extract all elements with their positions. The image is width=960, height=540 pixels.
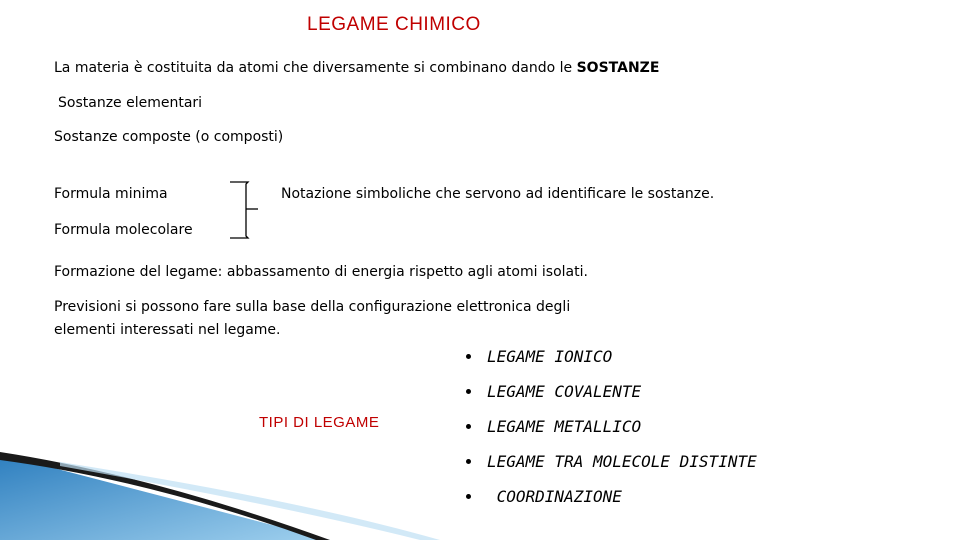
intro-bold-sostanze: SOSTANZE <box>576 60 660 76</box>
notazione-text: Notazione simboliche che servono ad identificare le sostanze. <box>281 186 715 202</box>
legame-label: COORDINAZIONE <box>487 486 622 506</box>
formula-molecolare: Formula molecolare <box>54 222 193 238</box>
slide-title: LEGAME CHIMICO <box>307 14 481 35</box>
sostanze-composte: Sostanze composte (o composti) <box>54 129 284 145</box>
formula-minima: Formula minima <box>54 186 168 202</box>
list-item <box>462 409 757 444</box>
sostanze-elementari: Sostanze elementari <box>58 95 203 111</box>
legame-label: LEGAME TRA MOLECOLE DISTINTE <box>487 451 757 471</box>
intro-line <box>54 60 659 76</box>
previsioni-line-1: Previsioni si possono fare sulla base della configurazione elettronica degli <box>54 299 571 315</box>
previsioni-line-2: elementi interessati nel legame. <box>54 322 281 338</box>
decorative-wave <box>0 440 960 540</box>
bullet-icon <box>466 424 471 429</box>
bullet-icon <box>466 354 471 359</box>
legame-label: LEGAME METALLICO <box>487 416 642 436</box>
legame-label: LEGAME IONICO <box>487 346 613 366</box>
intro-text: La materia è costituita da atomi che diversamente si combinano dando le <box>54 60 577 76</box>
bullet-icon <box>466 389 471 394</box>
list-item <box>462 339 757 374</box>
list-item <box>462 374 757 409</box>
legame-label: LEGAME COVALENTE <box>487 381 642 401</box>
formazione-legame: Formazione del legame: abbassamento di energia rispetto agli atomi isolati. <box>54 264 588 280</box>
tipi-di-legame-label: TIPI DI LEGAME <box>259 414 380 431</box>
bracket-brace <box>228 180 288 240</box>
